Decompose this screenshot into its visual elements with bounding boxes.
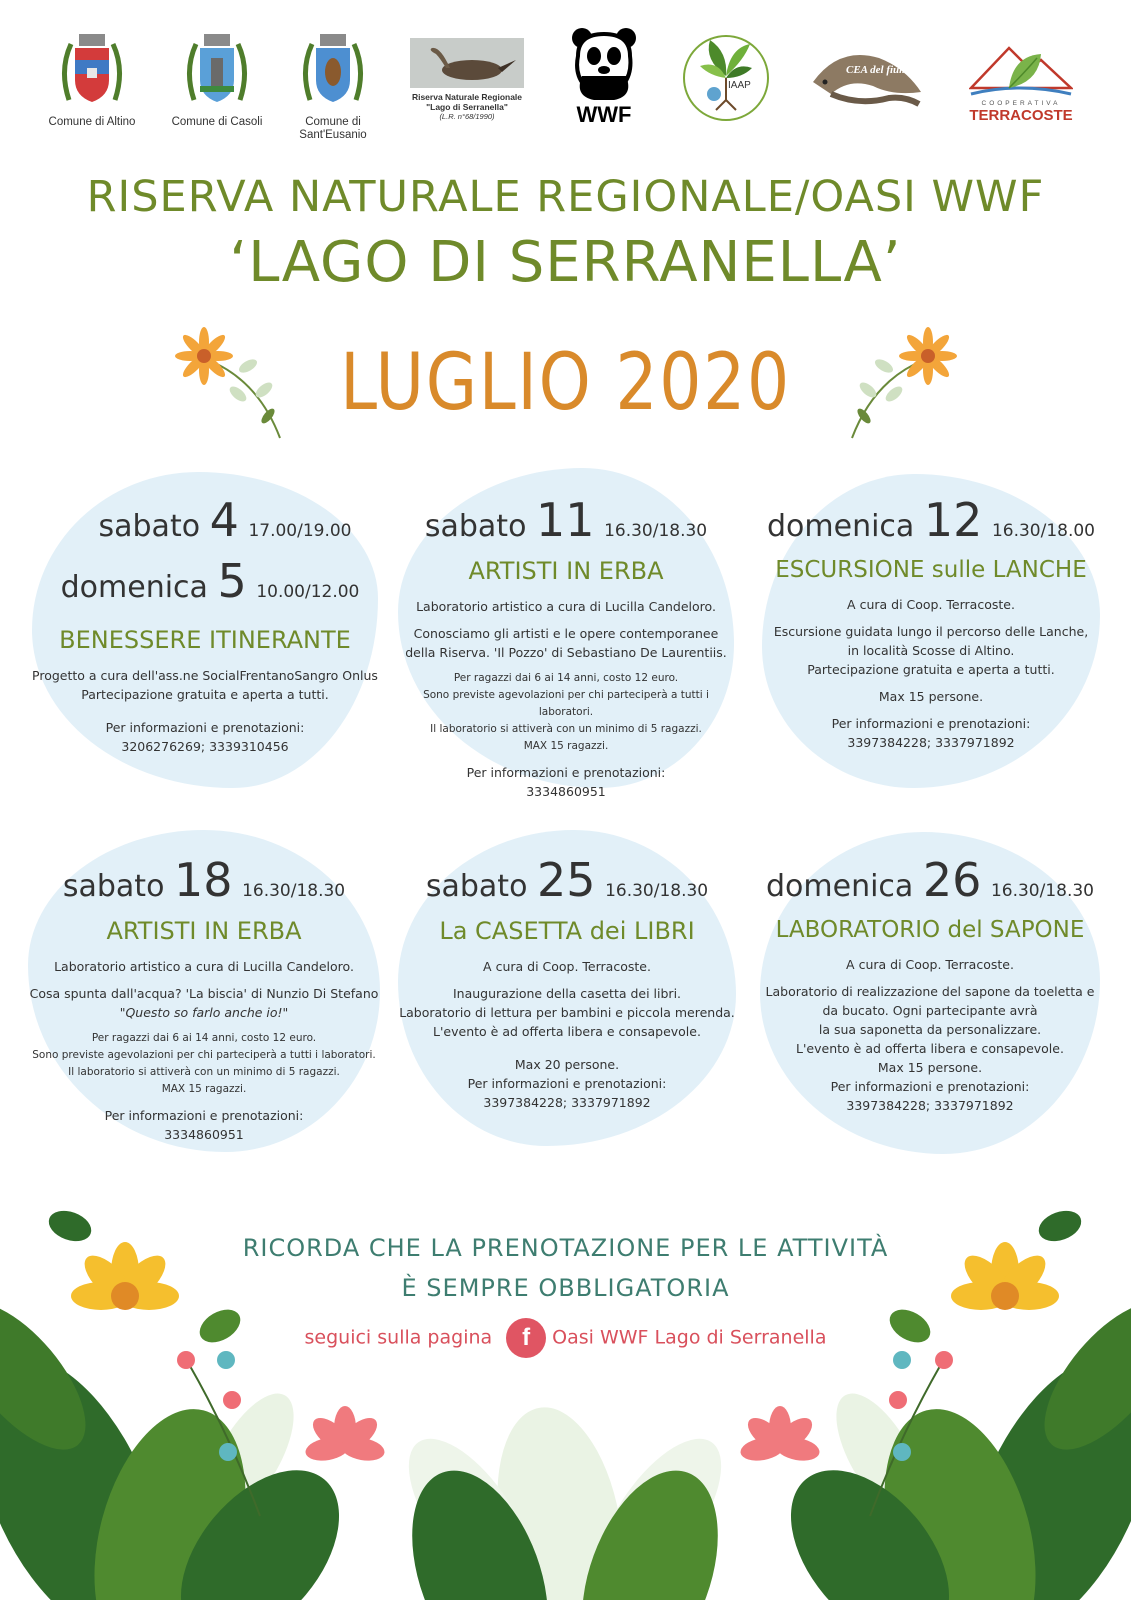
event-phone: 3397384228; 3337971892 <box>846 1098 1014 1113</box>
event-date-line <box>760 853 1100 911</box>
event-text: Laboratorio di realizzazione del sapone da toeletta e <box>765 984 1095 999</box>
iaap-logo <box>678 30 774 130</box>
event-capacity: Max 20 persone. <box>514 1057 620 1072</box>
casoli-crest-logo <box>162 30 272 129</box>
event-title: ARTISTI IN ERBA <box>468 557 664 585</box>
event-phone: 3397384228; 3337971892 <box>847 735 1015 750</box>
event-info-label: Per informazioni e prenotazioni: <box>467 1076 667 1091</box>
event-note: Sono previste agevolazioni per chi parteciperà a tutti i laboratori. <box>32 1049 376 1061</box>
event-info-label: Per informazioni e prenotazioni: <box>830 1079 1030 1094</box>
event-text: Laboratorio artistico a cura di Lucilla Candeloro. <box>54 959 354 974</box>
event-info-label: Per informazioni e prenotazioni: <box>831 716 1031 731</box>
iaap-text: IAAP <box>728 80 751 91</box>
event-date: 26 <box>922 853 982 907</box>
booking-reminder <box>0 1228 1131 1308</box>
event-date-line <box>762 493 1100 551</box>
event-time: 16.30/18.30 <box>605 881 709 901</box>
riserva-caption-1: Riserva Naturale Regionale <box>411 92 523 102</box>
altino-crest-logo <box>42 30 142 129</box>
partner-logos <box>0 0 1131 150</box>
event-time: 16.30/18.30 <box>990 881 1094 901</box>
event-text: Cosa spunta dall'acqua? 'La biscia' di Nunzio Di Stefano <box>29 986 379 1001</box>
event-text: L'evento è ad offerta libera e consapevole. <box>433 1024 701 1039</box>
event-time: 16.30/18.30 <box>242 881 346 901</box>
casoli-caption: Comune di Casoli <box>171 116 263 128</box>
reminder-line-2: È SEMPRE OBBLIGATORIA <box>401 1274 730 1302</box>
event-text: in località Scosse di Altino. <box>847 643 1015 658</box>
event-day: sabato <box>98 509 201 544</box>
event-time: 16.30/18.00 <box>991 521 1095 541</box>
event-date: 4 <box>209 493 239 547</box>
event-card <box>762 493 1100 752</box>
event-time: 17.00/19.00 <box>248 521 352 541</box>
event-info-label: Per informazioni e prenotazioni: <box>466 765 666 780</box>
event-date: 12 <box>923 493 983 547</box>
event-date-line <box>398 853 736 911</box>
event-day: domenica <box>60 570 208 605</box>
terracoste-coop: COOPERATIVA <box>981 100 1061 107</box>
event-day: domenica <box>765 869 914 904</box>
event-text: da bucato. Ogni partecipante avrà <box>822 1003 1038 1018</box>
event-date-line <box>28 853 380 911</box>
event-note: MAX 15 ragazzi. <box>523 740 609 752</box>
event-card <box>398 493 734 801</box>
event-card <box>32 493 378 756</box>
cea-logo <box>808 42 928 118</box>
event-text: A cura di Coop. Terracoste. <box>846 957 1014 972</box>
title-riserva: RISERVA NATURALE REGIONALE/OASI WWF <box>86 172 1045 222</box>
reminder-line-1: RICORDA CHE LA PRENOTAZIONE PER LE ATTIVITÀ <box>242 1234 889 1262</box>
facebook-page-link[interactable]: Oasi WWF Lago di Serranella <box>552 1326 827 1349</box>
event-date-line <box>32 493 378 551</box>
title-lago: ‘LAGO DI SERRANELLA’ <box>229 230 902 295</box>
event-phone: 3334860951 <box>164 1127 244 1142</box>
event-text: L'evento è ad offerta libera e consapevole. <box>796 1041 1064 1056</box>
event-text: la sua saponetta da personalizzare. <box>818 1022 1042 1037</box>
facebook-icon: f <box>506 1318 546 1358</box>
event-day: sabato <box>425 869 528 904</box>
riserva-logo <box>408 38 526 122</box>
event-date: 25 <box>536 853 596 907</box>
event-text: Laboratorio artistico a cura di Lucilla Candeloro. <box>416 599 716 614</box>
event-title: ESCURSIONE sulle LANCHE <box>775 557 1087 583</box>
event-info-label: Per informazioni e prenotazioni: <box>105 720 305 735</box>
event-card <box>398 853 736 1112</box>
event-day: sabato <box>62 869 165 904</box>
riserva-caption-3: (L.R. n°68/1990) <box>439 112 495 121</box>
event-text: Conosciamo gli artisti e le opere contemporanee <box>413 626 719 641</box>
event-date-line <box>32 554 378 612</box>
eusanio-crest-logo <box>283 30 383 142</box>
wwf-text: WWF <box>576 102 632 127</box>
event-text: "Questo so farlo anche io!" <box>119 1005 289 1020</box>
event-day: domenica <box>766 509 915 544</box>
wwf-logo <box>566 26 642 126</box>
event-phone: 3397384228; 3337971892 <box>483 1095 651 1110</box>
event-note: Sono previste agevolazioni per chi parteciperà a tutti i laboratori. <box>423 689 709 718</box>
event-phone: 3334860951 <box>526 784 606 799</box>
event-note: Il laboratorio si attiverà con un minimo di 5 ragazzi. <box>68 1066 340 1078</box>
event-time: 10.00/12.00 <box>256 582 360 602</box>
event-date: 5 <box>217 554 247 608</box>
event-capacity: Max 15 persone. <box>878 689 984 704</box>
event-text: Escursione guidata lungo il percorso delle Lanche, <box>773 624 1089 639</box>
event-card <box>760 853 1100 1115</box>
riserva-caption-2: "Lago di Serranella" <box>426 102 508 112</box>
event-day: sabato <box>424 509 527 544</box>
social-follow <box>0 1318 1131 1358</box>
event-title: La CASETTA dei LIBRI <box>439 917 695 945</box>
event-time: 16.30/18.30 <box>604 521 708 541</box>
event-title: ARTISTI IN ERBA <box>106 917 302 945</box>
eusanio-caption: Comune di Sant'Eusanio <box>299 116 367 141</box>
event-text: della Riserva. 'Il Pozzo' di Sebastiano De Laurentiis. <box>405 645 727 660</box>
event-title: BENESSERE ITINERANTE <box>59 626 351 654</box>
event-note: Il laboratorio si attiverà con un minimo di 5 ragazzi. <box>430 723 702 735</box>
event-text: Partecipazione gratuita e aperta a tutti. <box>807 662 1055 677</box>
terracoste-logo <box>966 38 1076 125</box>
cea-text: CEA del fiume <box>846 64 913 76</box>
altino-caption: Comune di Altino <box>48 116 136 128</box>
event-title: LABORATORIO del SAPONE <box>775 917 1085 943</box>
event-text: Progetto a cura dell'ass.ne SocialFrentanoSangro Onlus <box>32 668 378 683</box>
event-date-line <box>398 493 734 551</box>
event-card <box>28 853 380 1144</box>
event-text: Laboratorio di lettura per bambini e piccola merenda. <box>399 1005 735 1020</box>
event-date: 18 <box>173 853 233 907</box>
event-capacity: Max 15 persone. <box>877 1060 983 1075</box>
event-date: 11 <box>535 493 595 547</box>
event-text: A cura di Coop. Terracoste. <box>483 959 651 974</box>
terracoste-name: TERRACOSTE <box>969 107 1073 124</box>
event-note: Per ragazzi dai 6 ai 14 anni, costo 12 euro. <box>91 1032 317 1044</box>
month-title: LUGLIO 2020 <box>340 338 791 428</box>
event-text: Partecipazione gratuita e aperta a tutti. <box>81 687 329 702</box>
event-text: Inaugurazione della casetta dei libri. <box>452 986 682 1001</box>
event-phone: 3206276269; 3339310456 <box>121 739 289 754</box>
event-note: Per ragazzi dai 6 ai 14 anni, costo 12 euro. <box>453 672 679 684</box>
follow-label: seguici sulla pagina <box>304 1326 493 1349</box>
event-text: A cura di Coop. Terracoste. <box>847 597 1015 612</box>
event-note: MAX 15 ragazzi. <box>161 1083 247 1095</box>
event-info-label: Per informazioni e prenotazioni: <box>104 1108 304 1123</box>
